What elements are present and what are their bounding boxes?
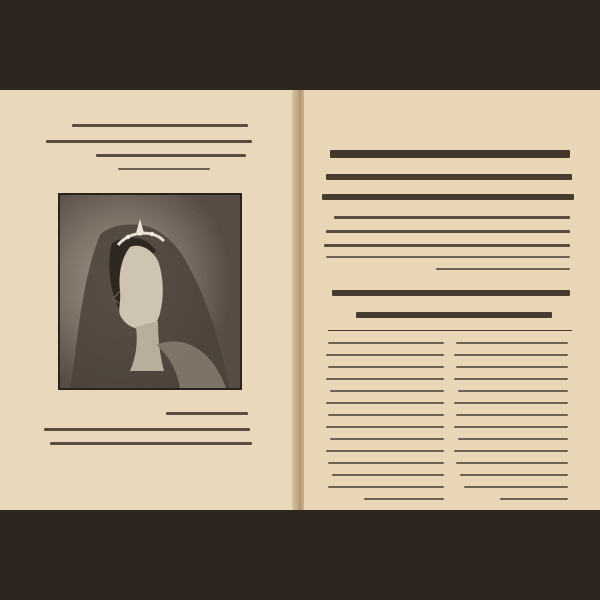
book-spread [0, 90, 600, 510]
portrait-illustration [60, 195, 240, 388]
portrait-engraving [58, 193, 242, 390]
section-divider [328, 330, 572, 331]
right-page [304, 90, 600, 510]
left-page [0, 90, 296, 510]
